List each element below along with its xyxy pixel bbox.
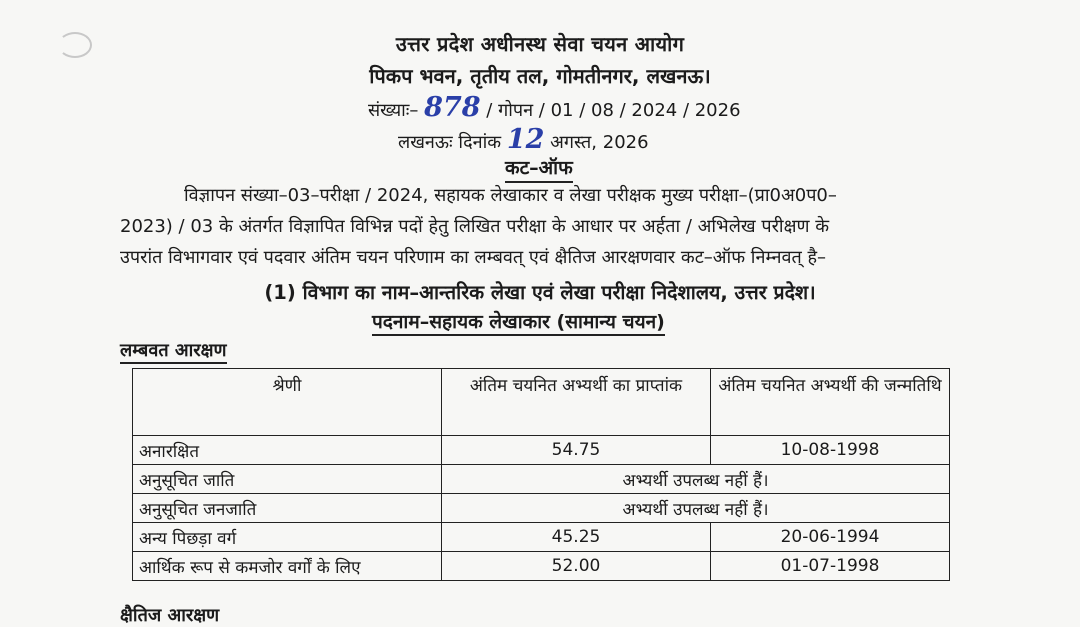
category-cell: अनुसूचित जनजाति — [133, 494, 442, 523]
category-cell: अन्य पिछड़ा वर्ग — [133, 523, 442, 552]
date-line — [398, 124, 649, 155]
table-row — [133, 552, 950, 581]
score-cell: 45.25 — [442, 523, 711, 552]
header-dob: अंतिम चयनित अभ्यर्थी की जन्मतिथि — [711, 369, 950, 436]
note-cell: अभ्यर्थी उपलब्ध नहीं हैं। — [442, 494, 950, 523]
ref-number-handwritten: 878 — [424, 92, 481, 123]
table-row — [133, 494, 950, 523]
dob-cell: 20-06-1994 — [711, 523, 950, 552]
table-row — [133, 436, 950, 465]
org-address: पिकप भवन, तृतीय तल, गोमतीनगर, लखनऊ। — [369, 64, 711, 88]
note-cell: अभ्यर्थी उपलब्ध नहीं हैं। — [442, 465, 950, 494]
table-row — [133, 523, 950, 552]
body-line-3: उपरांत विभागवार एवं पदवार अंतिम चयन परिणाम का लम्बवत् एवं क्षैतिज आरक्षणवार कट–ऑफ निम्नवत् है– — [120, 247, 827, 268]
table-header-row — [133, 369, 950, 436]
ref-prefix: संख्याः– — [368, 100, 419, 121]
date-day-handwritten: 12 — [506, 124, 545, 155]
category-cell: अनुसूचित जाति — [133, 465, 442, 494]
header-score: अंतिम चयनित अभ्यर्थी का प्राप्तांक — [442, 369, 711, 436]
department-heading: (1) विभाग का नाम–आन्तरिक लेखा एवं लेखा परीक्षा निदेशालय, उत्तर प्रदेश। — [264, 281, 816, 304]
dob-cell: 01-07-1998 — [711, 552, 950, 581]
ref-suffix: / गोपन / 01 / 08 / 2024 / 2026 — [486, 100, 741, 121]
category-cell: अनारक्षित — [133, 436, 442, 465]
date-prefix: लखनऊः दिनांक — [398, 132, 502, 153]
date-suffix: अगस्त, 2026 — [550, 132, 649, 153]
vertical-reservation-label: लम्बवत आरक्षण — [120, 338, 227, 364]
category-cell: आर्थिक रूप से कमजोर वर्गों के लिए — [133, 552, 442, 581]
body-line-2: 2023) / 03 के अंतर्गत विज्ञापित विभिन्न पदों हेतु लिखित परीक्षा के आधार पर अर्हता / अभिलेख परीक्षण के — [120, 216, 830, 237]
document-title: कट–ऑफ — [505, 154, 573, 183]
score-cell: 52.00 — [442, 552, 711, 581]
org-name: उत्तर प्रदेश अधीनस्थ सेवा चयन आयोग — [395, 32, 685, 56]
post-heading: पदनाम–सहायक लेखाकार (सामान्य चयन) — [372, 308, 665, 336]
reference-line — [368, 92, 741, 123]
cutoff-table — [132, 368, 950, 581]
header-category: श्रेणी — [133, 369, 442, 436]
body-line-1: विज्ञापन संख्या–03–परीक्षा / 2024, सहायक लेखाकार व लेखा परीक्षक मुख्य परीक्षा–(प्रा0अ0प0– — [184, 185, 837, 206]
table-row — [133, 465, 950, 494]
horizontal-reservation-label: क्षैतिज आरक्षण — [120, 605, 220, 626]
dob-cell: 10-08-1998 — [711, 436, 950, 465]
score-cell: 54.75 — [442, 436, 711, 465]
